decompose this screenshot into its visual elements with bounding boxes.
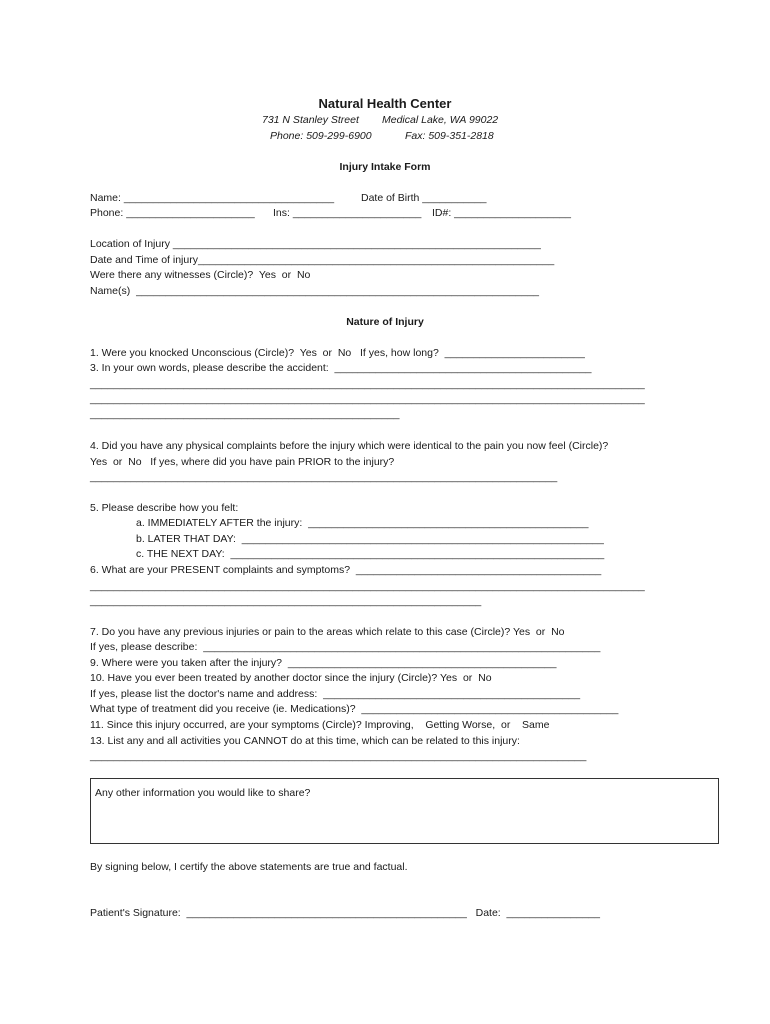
form-title: Injury Intake Form (339, 161, 431, 173)
clinic-phone: Phone: 509-299-6900 (270, 130, 372, 142)
answer-line[interactable]: _____________________________________________________ (90, 408, 400, 420)
other-info-box[interactable] (90, 778, 719, 844)
question-9[interactable]: 9. Where were you taken after the injury? ______________________________________________ (90, 657, 557, 669)
id-field[interactable]: ID#: ____________________ (432, 207, 571, 219)
question-10-treatment[interactable]: What type of treatment did you receive (ie. Medications)? ____________________________________________ (90, 703, 619, 715)
clinic-fax: Fax: 509-351-2818 (405, 130, 494, 142)
insurance-field[interactable]: Ins: ______________________ (273, 207, 422, 219)
answer-line[interactable]: ________________________________________________________________________________ (90, 471, 558, 483)
name-field[interactable]: Name: ____________________________________ (90, 192, 335, 204)
answer-line[interactable]: ___________________________________________________________________ (90, 595, 482, 607)
phone-field[interactable]: Phone: ______________________ (90, 207, 255, 219)
clinic-street: 731 N Stanley Street (262, 114, 359, 126)
question-11: 11. Since this injury occurred, are your symptoms (Circle)? Improving, Getting Worse, or Same (90, 719, 550, 731)
question-1[interactable]: 1. Were you knocked Unconscious (Circle)? Yes or No If yes, how long? ________________________ (90, 347, 585, 359)
dob-field[interactable]: Date of Birth ___________ (361, 192, 487, 204)
answer-line[interactable]: _______________________________________________________________________________________________ (90, 580, 645, 592)
witnesses-question: Were there any witnesses (Circle)? Yes or No (90, 269, 311, 281)
question-3[interactable]: 3. In your own words, please describe the accident: ____________________________________________ (90, 362, 592, 374)
clinic-name: Natural Health Center (318, 96, 452, 111)
witness-names-field[interactable]: Name(s) _____________________________________________________________________ (90, 285, 540, 297)
answer-line[interactable]: _______________________________________________________________________________________________ (90, 393, 645, 405)
certification-text: By signing below, I certify the above statements are true and factual. (90, 861, 408, 873)
location-field[interactable]: Location of Injury _______________________________________________________________ (90, 238, 541, 250)
section-title: Nature of Injury (346, 316, 424, 328)
question-7-describe[interactable]: If yes, please describe: ____________________________________________________________________ (90, 641, 601, 653)
question-10: 10. Have you ever been treated by another doctor since the injury (Circle)? Yes or No (90, 672, 492, 684)
answer-line[interactable]: _______________________________________________________________________________________________ (90, 378, 645, 390)
datetime-field[interactable]: Date and Time of injury_____________________________________________________________ (90, 254, 555, 266)
question-5b[interactable]: b. LATER THAT DAY: ______________________________________________________________ (136, 533, 604, 545)
question-7: 7. Do you have any previous injuries or pain to the areas which relate to this case (Circle)? Yes or No (90, 626, 565, 638)
question-5: 5. Please describe how you felt: (90, 502, 239, 514)
question-4: 4. Did you have any physical complaints before the injury which were identical to the pain you now feel (Circle)? (90, 440, 609, 452)
other-info-label: Any other information you would like to share? (95, 787, 311, 799)
clinic-city: Medical Lake, WA 99022 (382, 114, 499, 126)
question-13: 13. List any and all activities you CANNOT do at this time, which can be related to this injury: (90, 735, 520, 747)
question-5a[interactable]: a. IMMEDIATELY AFTER the injury: ________________________________________________ (136, 517, 589, 529)
answer-line[interactable]: _____________________________________________________________________________________ (90, 750, 587, 762)
question-10-doctor[interactable]: If yes, please list the doctor's name and address: ____________________________________________ (90, 688, 581, 700)
signature-line[interactable]: Patient's Signature: ________________________________________________ Date: ________________ (90, 907, 600, 919)
question-4-followup: Yes or No If yes, where did you have pain PRIOR to the injury? (90, 456, 395, 468)
question-5c[interactable]: c. THE NEXT DAY: ________________________________________________________________ (136, 548, 605, 560)
question-6[interactable]: 6. What are your PRESENT complaints and symptoms? __________________________________________ (90, 564, 602, 576)
